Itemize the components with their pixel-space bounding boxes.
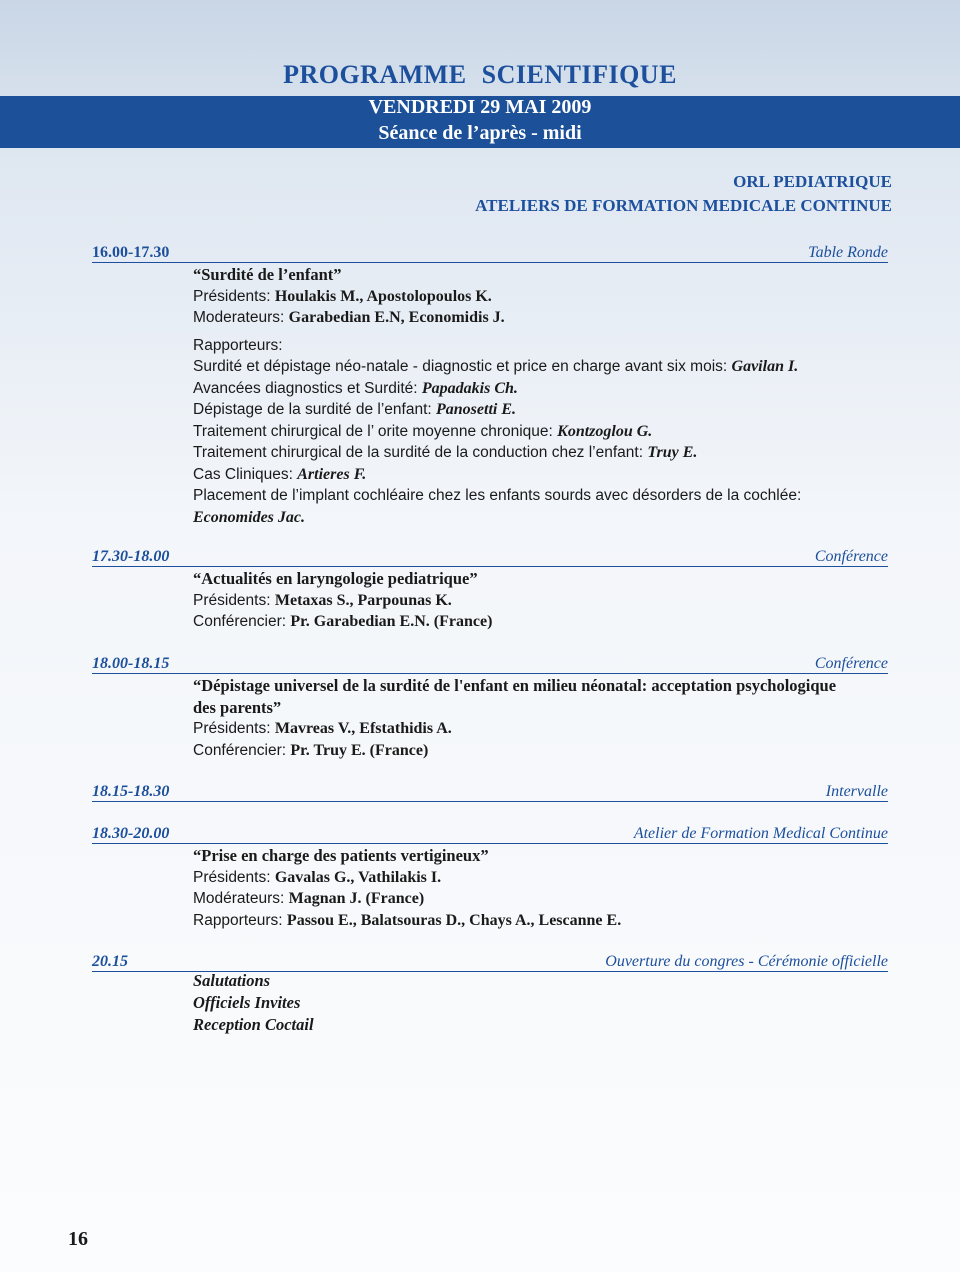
session-title-cont: des parents” [193, 697, 282, 717]
report-item: Avancées diagnostics et Surdité: Papadakis Ch. [193, 379, 518, 397]
slot-header [92, 544, 888, 567]
speaker-line: Conférencier: Pr. Garabedian E.N. (France) [193, 613, 493, 630]
slot-time: 18.00-18.15 [92, 655, 170, 672]
slot-time: 20.15 [92, 953, 128, 970]
slot-type: Conférence [814, 548, 888, 565]
slot-block [193, 264, 893, 528]
slot-time: 18.15-18.30 [92, 783, 170, 800]
ceremony-item: Reception Coctail [193, 1015, 314, 1034]
header-date: VENDREDI 29 MAI 2009 [368, 96, 592, 118]
slot-header [92, 949, 888, 972]
section-subtitle: ATELIERS DE FORMATION MEDICALE CONTINUE [475, 196, 892, 215]
rapporteurs-label: Rapporteurs: [193, 336, 283, 354]
speaker-line: Conférencier: Pr. Truy E. (France) [193, 741, 429, 759]
report-item: Surdité et dépistage néo-natale - diagnostic et price en charge avant six mois: Gavilan I. [193, 358, 799, 375]
slot-block [193, 568, 893, 633]
presidents-line: Présidents: Mavreas V., Efstathidis A. [193, 720, 452, 737]
ceremony-item: Salutations [193, 971, 271, 990]
session-title: “Actualités en laryngologie pediatrique” [193, 569, 478, 588]
header-session: Séance de l’après - midi [378, 122, 582, 144]
slot-block [193, 845, 893, 931]
report-item: Economides Jac. [193, 508, 305, 526]
slot-time: 18.30-20.00 [92, 825, 170, 842]
section-title: ORL PEDIATRIQUE [733, 172, 892, 191]
slot-time: 17.30-18.00 [92, 548, 170, 565]
presidents-line: Présidents: Gavalas G., Vathilakis I. [193, 868, 442, 886]
slot-type: Ouverture du congres - Cérémonie officielle [605, 953, 888, 970]
slot-block [193, 970, 893, 1036]
slot-type: Table Ronde [808, 244, 888, 261]
report-item: Traitement chirurgical de la surdité de la conduction chez l’enfant: Truy E. [193, 444, 698, 461]
presidents-line: Présidents: Metaxas S., Parpounas K. [193, 591, 452, 609]
session-title: “Surdité de l’enfant” [193, 265, 342, 284]
slot-block [193, 675, 893, 761]
session-title: “Prise en charge des patients vertigineux” [193, 846, 489, 865]
session-title: “Dépistage universel de la surdité de l'enfant en milieu néonatal: acceptation psychologique [193, 676, 837, 695]
slot-type: Intervalle [825, 783, 888, 800]
moderators-line: Moderateurs: Garabedian E.N, Economidis J. [193, 309, 505, 326]
slot-type: Conférence [814, 655, 888, 672]
slot-header [92, 821, 888, 844]
page-header [0, 0, 960, 150]
slot-time: 16.00-17.30 [92, 244, 170, 261]
report-item: Traitement chirurgical de l’ orite moyenne chronique: Kontzoglou G. [193, 422, 653, 440]
programme-title: PROGRAMME SCIENTIFIQUE [283, 60, 677, 89]
slot-header [92, 240, 888, 263]
ceremony-item: Officiels Invites [193, 993, 301, 1012]
page-number: 16 [68, 1228, 88, 1250]
moderators-line: Modérateurs: Magnan J. (France) [193, 890, 425, 907]
report-item: Placement de l’implant cochléaire chez les enfants sourds avec désorders de la cochlée: [193, 487, 802, 504]
slot-header [92, 779, 888, 802]
rapporteurs-line: Rapporteurs: Passou E., Balatsouras D., Chays A., Lescanne E. [193, 911, 622, 929]
report-item: Dépistage de la surdité de l’enfant: Panosetti E. [193, 401, 517, 418]
report-item: Cas Cliniques: Artieres F. [193, 465, 367, 483]
slot-type: Atelier de Formation Medical Continue [633, 825, 888, 842]
slot-header [92, 651, 888, 674]
presidents-line: Présidents: Houlakis M., Apostolopoulos K. [193, 287, 492, 305]
